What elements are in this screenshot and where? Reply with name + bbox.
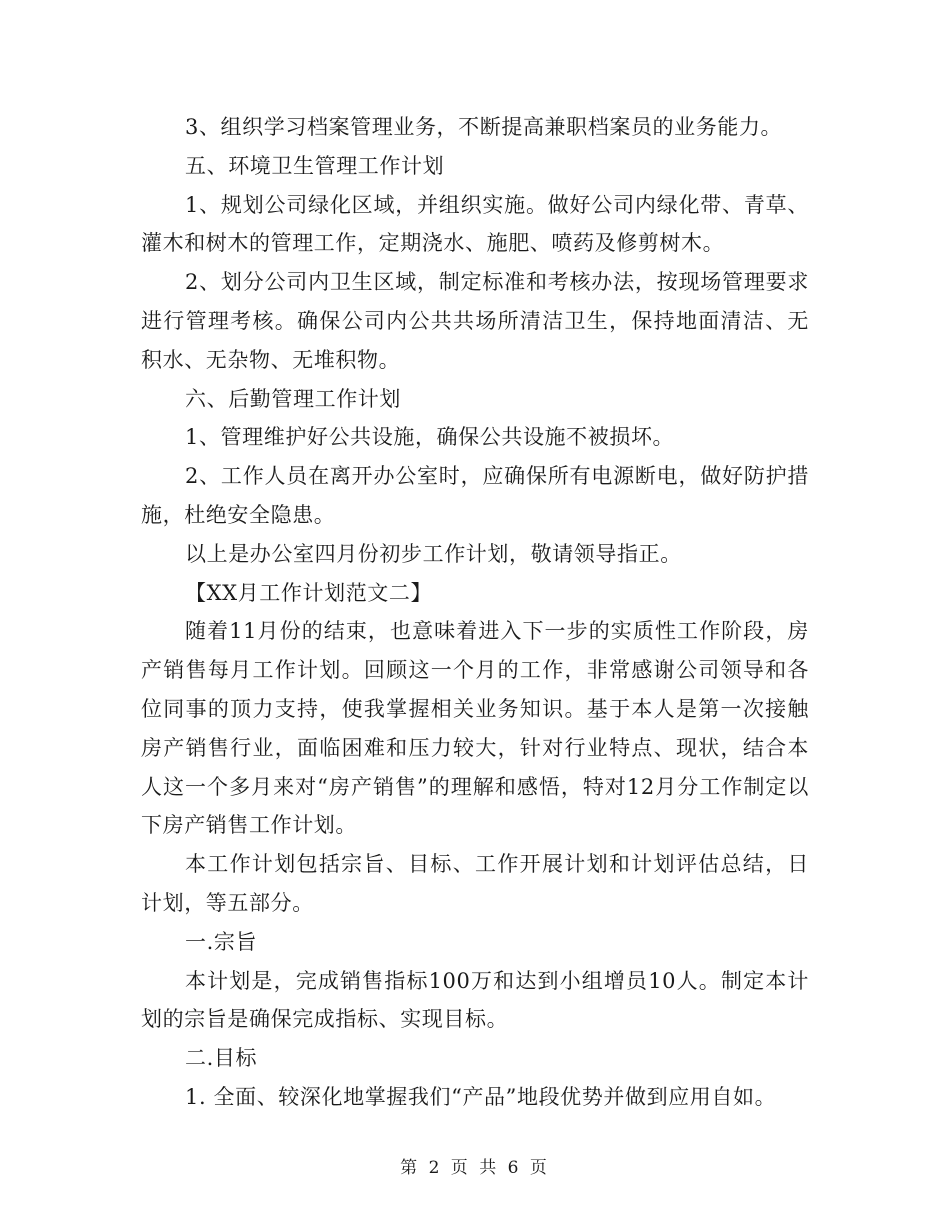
heading-purpose: 一.宗旨 (185, 929, 258, 954)
paragraph-intro: 随着11月份的结束，也意味着进入下一步的实质性工作阶段，房产销售每月工作计划。回顾这一个月的工作，非常感谢公司领导和各位同事的顶力支持，使我掌握相关业务知识。基于本人是第一次接触房产销售行业，面临困难和压力较大，针对行业特点、现状，结合本人这一个多月来对“房产销售”的理解和感悟，特对12月分工作制定以下房产销售工作计划。 (141, 619, 809, 838)
paragraph-facilities: 1、管理维护好公共设施，确保公共设施不被损坏。 (185, 425, 675, 450)
heading-goals: 二.目标 (185, 1046, 258, 1071)
paragraph-hygiene-zones: 2、划分公司内卫生区域，制定标准和考核办法，按现场管理要求进行管理考核。确保公司内公共共场所清洁卫生，保持地面清洁、无积水、无杂物、无堆积物。 (141, 270, 809, 372)
paragraph-purpose: 本计划是，完成销售指标100万和达到小组增员10人。制定本计划的宗旨是确保完成指标、实现目标。 (141, 968, 809, 1032)
heading-environment-hygiene: 五、环境卫生管理工作计划 (185, 153, 445, 178)
paragraph-power-safety: 2、工作人员在离开办公室时，应确保所有电源断电，做好防护措施，杜绝安全隐患。 (141, 464, 809, 527)
heading-sample-two: 【XX月工作计划范文二】 (185, 580, 433, 605)
document-body (141, 108, 809, 1117)
heading-logistics: 六、后勤管理工作计划 (185, 386, 401, 411)
paragraph-goal-one: 1. 全面、较深化地掌握我们“产品”地段优势并做到应用自如。 (185, 1084, 777, 1109)
paragraph-greening: 1、规划公司绿化区域，并组织实施。做好公司内绿化带、青草、灌木和树木的管理工作，定期浇水、施肥、喷药及修剪树木。 (141, 192, 809, 256)
paragraph-closing: 以上是办公室四月份初步工作计划，敬请领导指正。 (185, 541, 682, 566)
page-number-footer: 第 2 页 共 6 页 (400, 1158, 550, 1178)
paragraph-archive-training: 3、组织学习档案管理业务，不断提高兼职档案员的业务能力。 (185, 115, 783, 139)
paragraph-plan-scope: 本工作计划包括宗旨、目标、工作开展计划和计划评估总结，日计划，等五部分。 (141, 852, 809, 915)
